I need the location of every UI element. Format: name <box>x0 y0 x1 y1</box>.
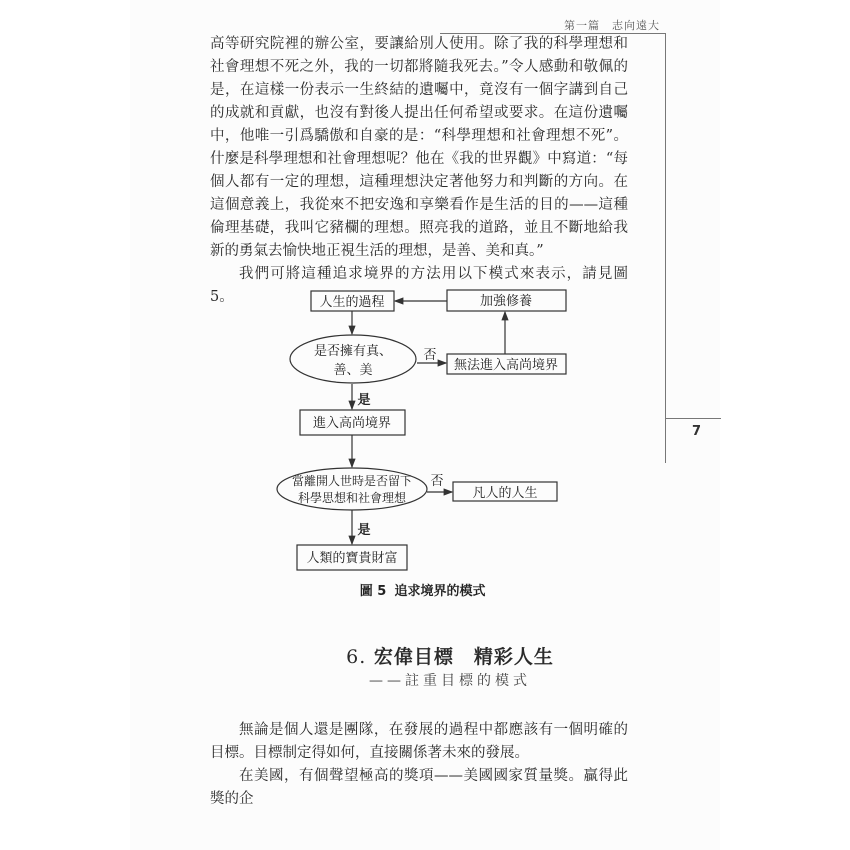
section-title-text: 宏偉目標 精彩人生 <box>373 646 554 668</box>
label-decision2-line2: 科學思想和社會理想 <box>297 491 407 505</box>
figure-caption-number: 圖 5 <box>359 584 387 599</box>
label-decision2-line1: 當離開人世時是否留下 <box>291 474 413 488</box>
body-text-bottom <box>210 719 628 811</box>
section-subtitle: ——註重目標的模式 <box>369 673 531 689</box>
label-ordinary: 凡人的人生 <box>472 486 538 501</box>
running-head: 第一篇 志向遠大 <box>564 19 660 32</box>
paragraph: 無論是個人還是團隊，在發展的過程中都應該有一個明確的目標。目標制定得如何，直接關係著未來的發展。 <box>210 722 628 761</box>
paragraph: 我們可將這種追求境界的方法用以下模式來表示，請見圖 5。 <box>210 266 628 305</box>
label-strengthen: 加強修養 <box>479 294 533 309</box>
label-decision1-line2: 善、美 <box>333 363 373 378</box>
paragraph: 高等研究院裡的辦公室，要讓給別人使用。除了我的科學理想和社會理想不死之外，我的一切都將隨我死去。”令人感動和敬佩的是，在這樣一份表示一生終結的遺囑中，竟沒有一個字講到自己的成就和貢獻，也沒有對後人提出任何希望或要求。在這份遺囑中，他唯一引爲驕傲和自豪的是：“科學理想和社會理想不死”。什麼是科學理想和社會理想呢？他在《我的世界觀》中寫道：“每個人都有一定的理想，這種理想決定著他努力和判斷的方向。在這個意義上，我從來不把安逸和享樂看作是生活的目的——這種倫理基礎，我叫它豬欄的理想。照亮我的道路，並且不斷地給我新的勇氣去愉快地正視生活的理想，是善、美和真。” <box>210 36 628 259</box>
label-yes1: 是 <box>357 393 371 408</box>
label-cannot-enter: 無法進入高尚境界 <box>453 358 559 373</box>
section-title <box>0 642 850 669</box>
label-wealth: 人類的寶貴財富 <box>306 551 398 566</box>
label-life-process: 人生的過程 <box>319 295 385 310</box>
label-decision1-line1: 是否擁有真、 <box>313 344 393 359</box>
page-number: 7 <box>692 424 702 439</box>
label-yes2: 是 <box>357 523 371 538</box>
paragraph: 在美國，有個聲望極高的獎項——美國國家質量獎。贏得此獎的企 <box>210 768 628 807</box>
section-number: 6. <box>346 646 367 668</box>
label-enter: 進入高尚境界 <box>312 416 392 431</box>
label-no2: 否 <box>430 474 444 489</box>
label-no1: 否 <box>423 348 437 363</box>
figure-caption: 追求境界的模式 <box>394 584 486 599</box>
